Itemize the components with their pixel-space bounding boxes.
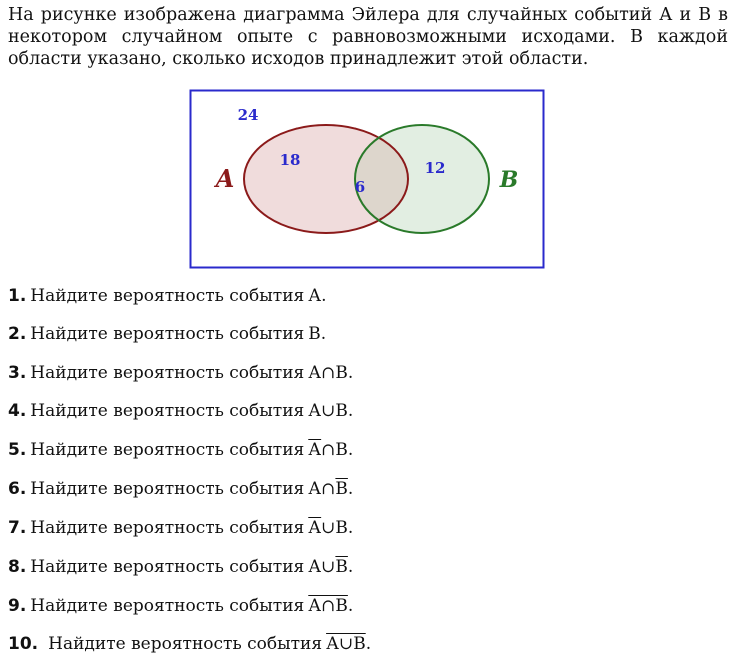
- complement-term: А∩В: [308, 596, 348, 616]
- event-b-label: B: [499, 167, 519, 193]
- expression-term: .: [321, 286, 327, 306]
- task-number: 5.: [8, 440, 27, 460]
- complement-term: В: [335, 557, 348, 577]
- task-number: 3.: [8, 363, 27, 383]
- expression-term: ∩В: [321, 440, 348, 460]
- event-expression: [308, 286, 326, 306]
- task-number: 9.: [8, 596, 27, 616]
- task-text: Найдите вероятность события: [30, 479, 305, 499]
- intersection-count: 6: [354, 178, 366, 196]
- task-text: Найдите вероятность события: [30, 557, 305, 577]
- task-item: [8, 400, 353, 422]
- expression-term: А∪: [308, 557, 336, 577]
- event-expression: [326, 634, 371, 654]
- task-item: [8, 517, 353, 539]
- task-text: Найдите вероятность события: [48, 634, 323, 654]
- expression-term: А∩В: [308, 363, 348, 383]
- expression-term: .: [347, 440, 354, 460]
- expression-term: .: [347, 557, 354, 577]
- expression-term: .: [347, 401, 354, 421]
- euler-diagram: [189, 89, 547, 271]
- task-item: [8, 633, 371, 655]
- task-item: [8, 439, 353, 461]
- statement-line: области указано, сколько исходов принадлежит этой области.: [8, 49, 589, 69]
- task-number: 4.: [8, 401, 27, 421]
- task-item: [8, 595, 353, 617]
- event-expression: [308, 401, 353, 421]
- task-number: 8.: [8, 557, 27, 577]
- task-item: [8, 478, 353, 500]
- event-expression: [308, 596, 353, 616]
- event-expression: [308, 557, 353, 577]
- event-a-label: A: [215, 164, 235, 193]
- complement-term: А: [308, 518, 322, 538]
- task-text: Найдите вероятность события: [30, 401, 305, 421]
- expression-term: А∩: [308, 479, 336, 499]
- task-item: [8, 285, 327, 307]
- complement-term: А: [308, 440, 322, 460]
- event-expression: [308, 363, 353, 383]
- a-only-count: 18: [279, 151, 301, 169]
- b-only-count: 12: [424, 159, 446, 177]
- complement-term: В: [335, 479, 348, 499]
- statement-line: некотором случайном опыте с равновозможными исходами. В каждой: [8, 27, 728, 47]
- statement-line: На рисунке изображена диаграмма Эйлера для случайных событий А и В в: [8, 5, 728, 25]
- expression-term: А: [308, 286, 322, 306]
- task-text: Найдите вероятность события: [30, 596, 305, 616]
- task-text: Найдите вероятность события: [30, 324, 305, 344]
- task-text: Найдите вероятность события: [30, 440, 305, 460]
- task-item: [8, 556, 353, 578]
- expression-term: ∪В: [321, 518, 348, 538]
- task-number: 10.: [8, 634, 39, 654]
- task-number: 6.: [8, 479, 27, 499]
- expression-term: .: [320, 324, 327, 344]
- expression-term: .: [347, 596, 354, 616]
- event-expression: [308, 324, 326, 344]
- problem-statement: [8, 4, 728, 70]
- task-text: Найдите вероятность события: [30, 286, 305, 306]
- task-number: 1.: [8, 286, 27, 306]
- expression-term: .: [365, 634, 372, 654]
- complement-term: А∪В: [326, 634, 366, 654]
- outside-count: 24: [237, 106, 259, 124]
- euler-diagram-svg: [189, 89, 547, 271]
- expression-term: .: [347, 479, 354, 499]
- event-expression: [308, 440, 353, 460]
- task-text: Найдите вероятность события: [30, 518, 305, 538]
- expression-term: В: [308, 324, 321, 344]
- expression-term: .: [347, 363, 354, 383]
- task-text: Найдите вероятность события: [30, 363, 305, 383]
- task-item: [8, 323, 326, 345]
- task-item: [8, 362, 353, 384]
- event-expression: [308, 518, 353, 538]
- task-number: 2.: [8, 324, 27, 344]
- task-number: 7.: [8, 518, 27, 538]
- event-expression: [308, 479, 353, 499]
- expression-term: .: [347, 518, 354, 538]
- expression-term: А∪В: [308, 401, 348, 421]
